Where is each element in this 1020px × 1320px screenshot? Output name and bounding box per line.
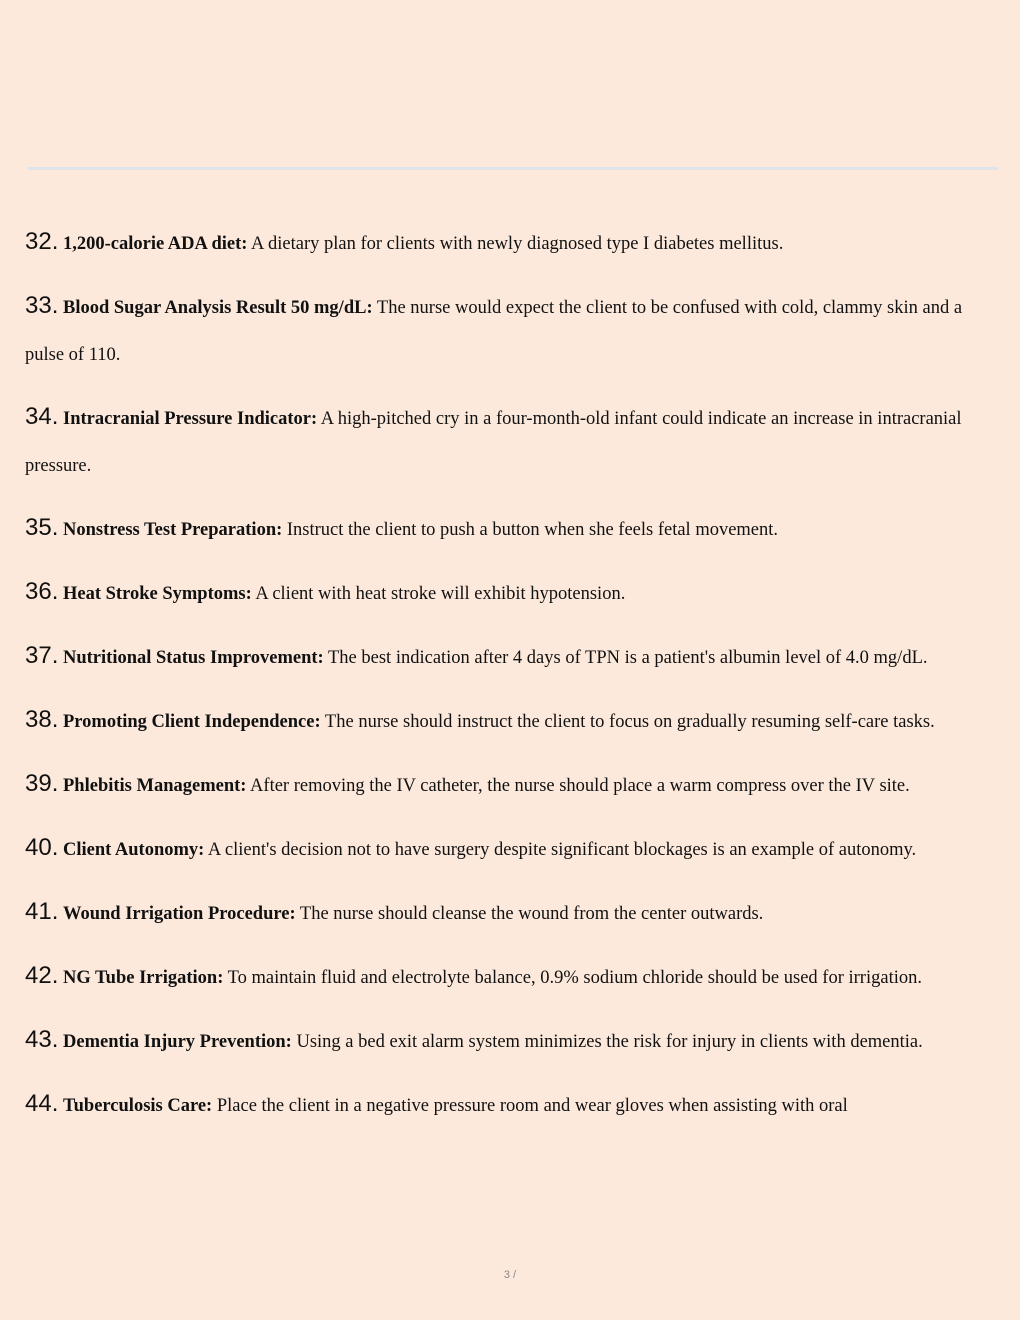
item-number: 35. (25, 514, 59, 541)
item-description: The nurse should instruct the client to focus on gradually resuming self-care tasks. (320, 712, 935, 732)
list-item (25, 824, 1000, 874)
item-term: Nutritional Status Improvement: (63, 648, 324, 668)
list-item (25, 952, 1000, 1002)
item-description: Place the client in a negative pressure room and wear gloves when assisting with oral (212, 1096, 848, 1116)
item-term: Heat Stroke Symptoms: (63, 584, 252, 604)
item-description: The best indication after 4 days of TPN is a patient's albumin level of 4.0 mg/dL. (323, 648, 928, 668)
item-number: 43. (25, 1026, 59, 1053)
list-item (25, 696, 1000, 746)
list-item (25, 1080, 1000, 1130)
item-term: Phlebitis Management: (63, 776, 247, 796)
item-number: 40. (25, 834, 59, 861)
item-description: A client's decision not to have surgery despite significant blockages is an example of autonomy. (204, 840, 917, 860)
item-term: Dementia Injury Prevention: (63, 1032, 292, 1052)
list-item (25, 568, 1000, 618)
item-description: The nurse should cleanse the wound from the center outwards. (295, 904, 764, 924)
list-item (25, 504, 1000, 554)
item-term: Client Autonomy: (63, 840, 205, 860)
item-number: 37. (25, 642, 59, 669)
item-description: Instruct the client to push a button when she feels fetal movement. (282, 520, 779, 540)
item-number: 42. (25, 962, 59, 989)
item-description: To maintain fluid and electrolyte balance, 0.9% sodium chloride should be used for irrigation. (223, 968, 922, 988)
item-description: After removing the IV catheter, the nurse should place a warm compress over the IV site. (246, 776, 910, 796)
item-term: Tuberculosis Care: (63, 1096, 213, 1116)
item-description: A high-pitched cry in a four-month-old infant could indicate an increase in intracranial pressure. (25, 409, 962, 476)
item-number: 34. (25, 403, 59, 430)
item-number: 44. (25, 1090, 59, 1117)
header-divider (28, 167, 998, 170)
item-term: Wound Irrigation Procedure: (63, 904, 296, 924)
item-number: 36. (25, 578, 59, 605)
item-number: 32. (25, 228, 59, 255)
page-number: 3 / (503, 1269, 517, 1281)
study-notes-list (25, 228, 1000, 1144)
list-item (25, 393, 1000, 490)
list-item (25, 282, 1000, 379)
list-item (25, 760, 1000, 810)
list-item (25, 218, 1000, 268)
item-term: Intracranial Pressure Indicator: (63, 409, 318, 429)
item-description: The nurse would expect the client to be confused with cold, clammy skin and a pulse of 110. (25, 298, 963, 365)
item-number: 41. (25, 898, 59, 925)
item-number: 38. (25, 706, 59, 733)
item-term: NG Tube Irrigation: (63, 968, 224, 988)
item-term: 1,200-calorie ADA diet: (63, 234, 248, 254)
item-description: Using a bed exit alarm system minimizes the risk for injury in clients with dementia. (291, 1032, 923, 1052)
item-term: Nonstress Test Preparation: (63, 520, 283, 540)
item-number: 33. (25, 292, 59, 319)
item-number: 39. (25, 770, 59, 797)
item-description: A dietary plan for clients with newly diagnosed type I diabetes mellitus. (247, 234, 784, 254)
item-term: Promoting Client Independence: (63, 712, 321, 732)
item-term: Blood Sugar Analysis Result 50 mg/dL: (63, 298, 373, 318)
list-item (25, 1016, 1000, 1066)
item-description: A client with heat stroke will exhibit hypotension. (251, 584, 626, 604)
list-item (25, 888, 1000, 938)
list-item (25, 632, 1000, 682)
